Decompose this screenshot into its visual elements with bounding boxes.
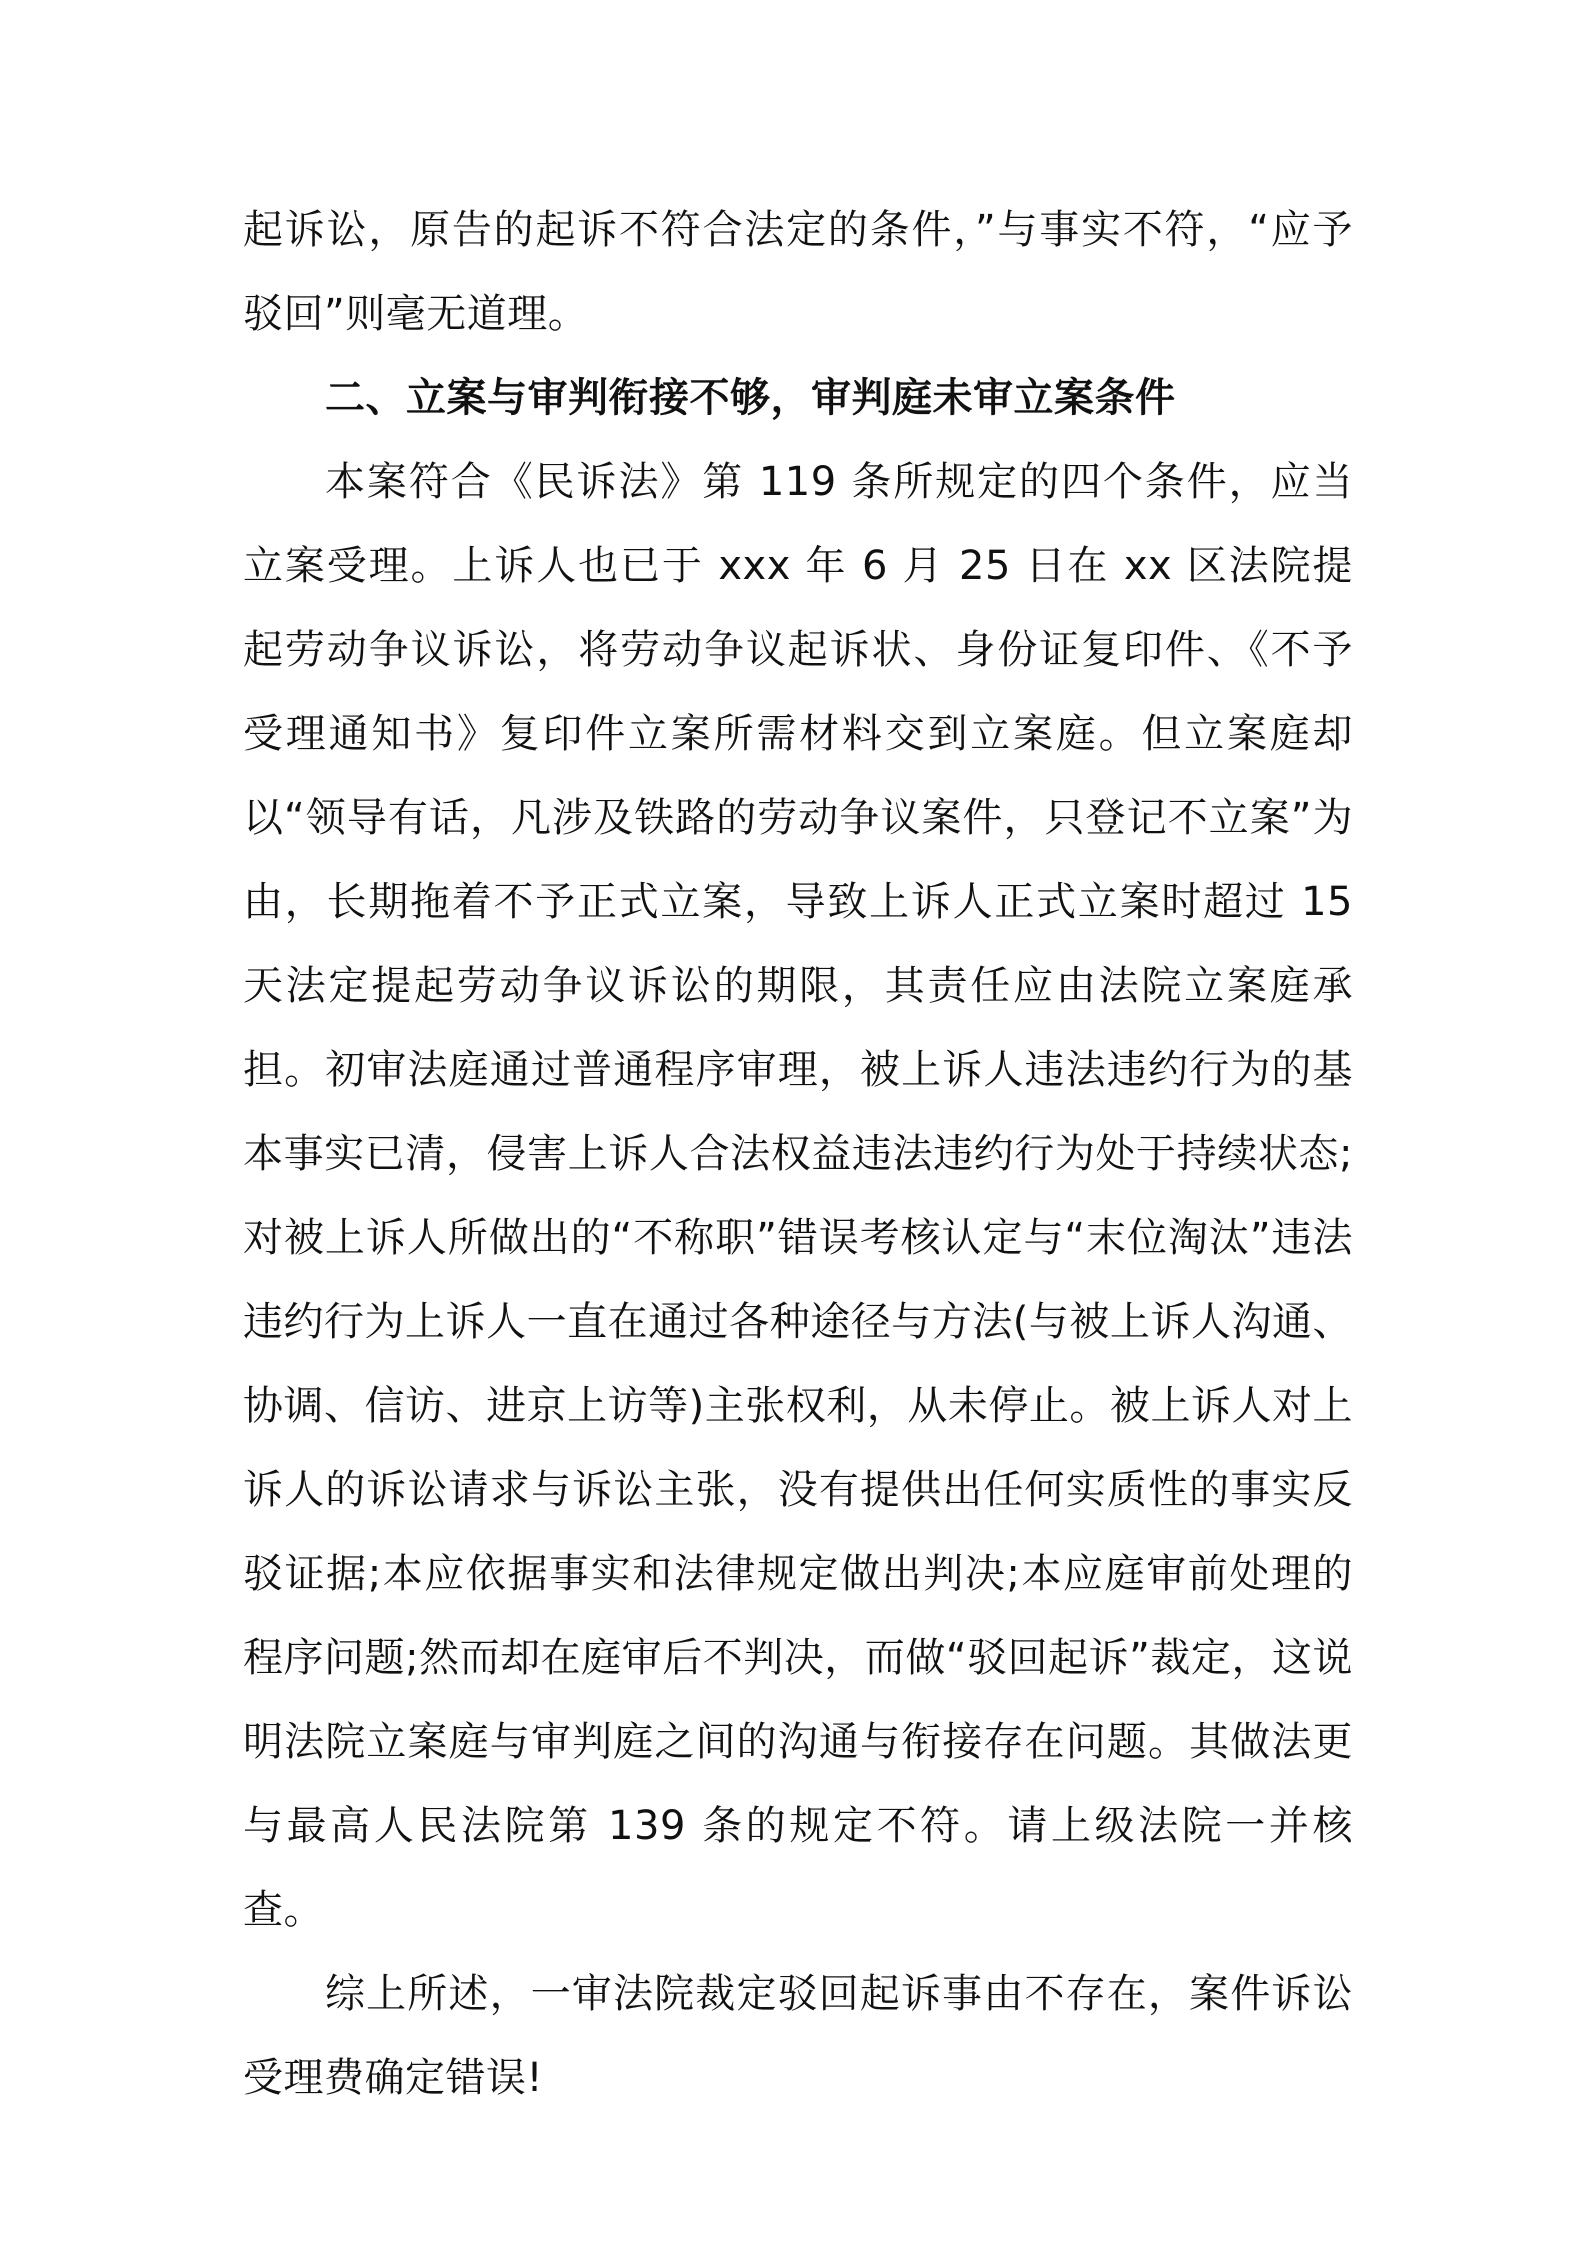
paragraph-continuation: 起诉讼，原告的起诉不符合法定的条件，”与事实不符，“应予驳回”则毫无道理。	[243, 207, 1353, 337]
section-heading: 二、立案与审判衔接不够，审判庭未审立案条件	[325, 375, 1176, 421]
paragraph-conclusion: 综上所述，一审法院裁定驳回起诉事由不存在，案件诉讼受理费确定错误!	[243, 1971, 1353, 2101]
paragraph-body: 本案符合《民诉法》第 119 条所规定的四个条件，应当立案受理。上诉人也已于 xxx 年 6 月 25 日在 xx 区法院提起劳动争议诉讼，将劳动争议起诉状、身份证复印件、《不予受理通知书》复印件立案所需材料交到立案庭。但立案庭却以“领导有话，凡涉及铁路的劳动争议案件，只登记不立案”为由，长期拖着不予正式立案，导致上诉人正式立案时超过 15 天法定提起劳动争议诉讼的期限，其责任应由法院立案庭承担。初审法庭通过普通程序审理，被上诉人违法违约行为的基本事实已清，侵害上诉人合法权益违法违约行为处于持续状态;对被上诉人所做出的“不称职”错误考核认定与“末位淘汰”违法违约行为上诉人一直在通过各种途径与方法(与被上诉人沟通、协调、信访、进京上访等)主张权利，从未停止。被上诉人对上诉人的诉讼请求与诉讼主张，没有提供出任何实质性的事实反驳证据;本应依据事实和法律规定做出判决;本应庭审前处理的程序问题;然而却在庭审后不判决，而做“驳回起诉”裁定，这说明法院立案庭与审判庭之间的沟通与衔接存在问题。其做法更与最高人民法院第 139 条的规定不符。请上级法院一并核查。	[243, 459, 1353, 1933]
document-page	[243, 188, 1353, 2120]
